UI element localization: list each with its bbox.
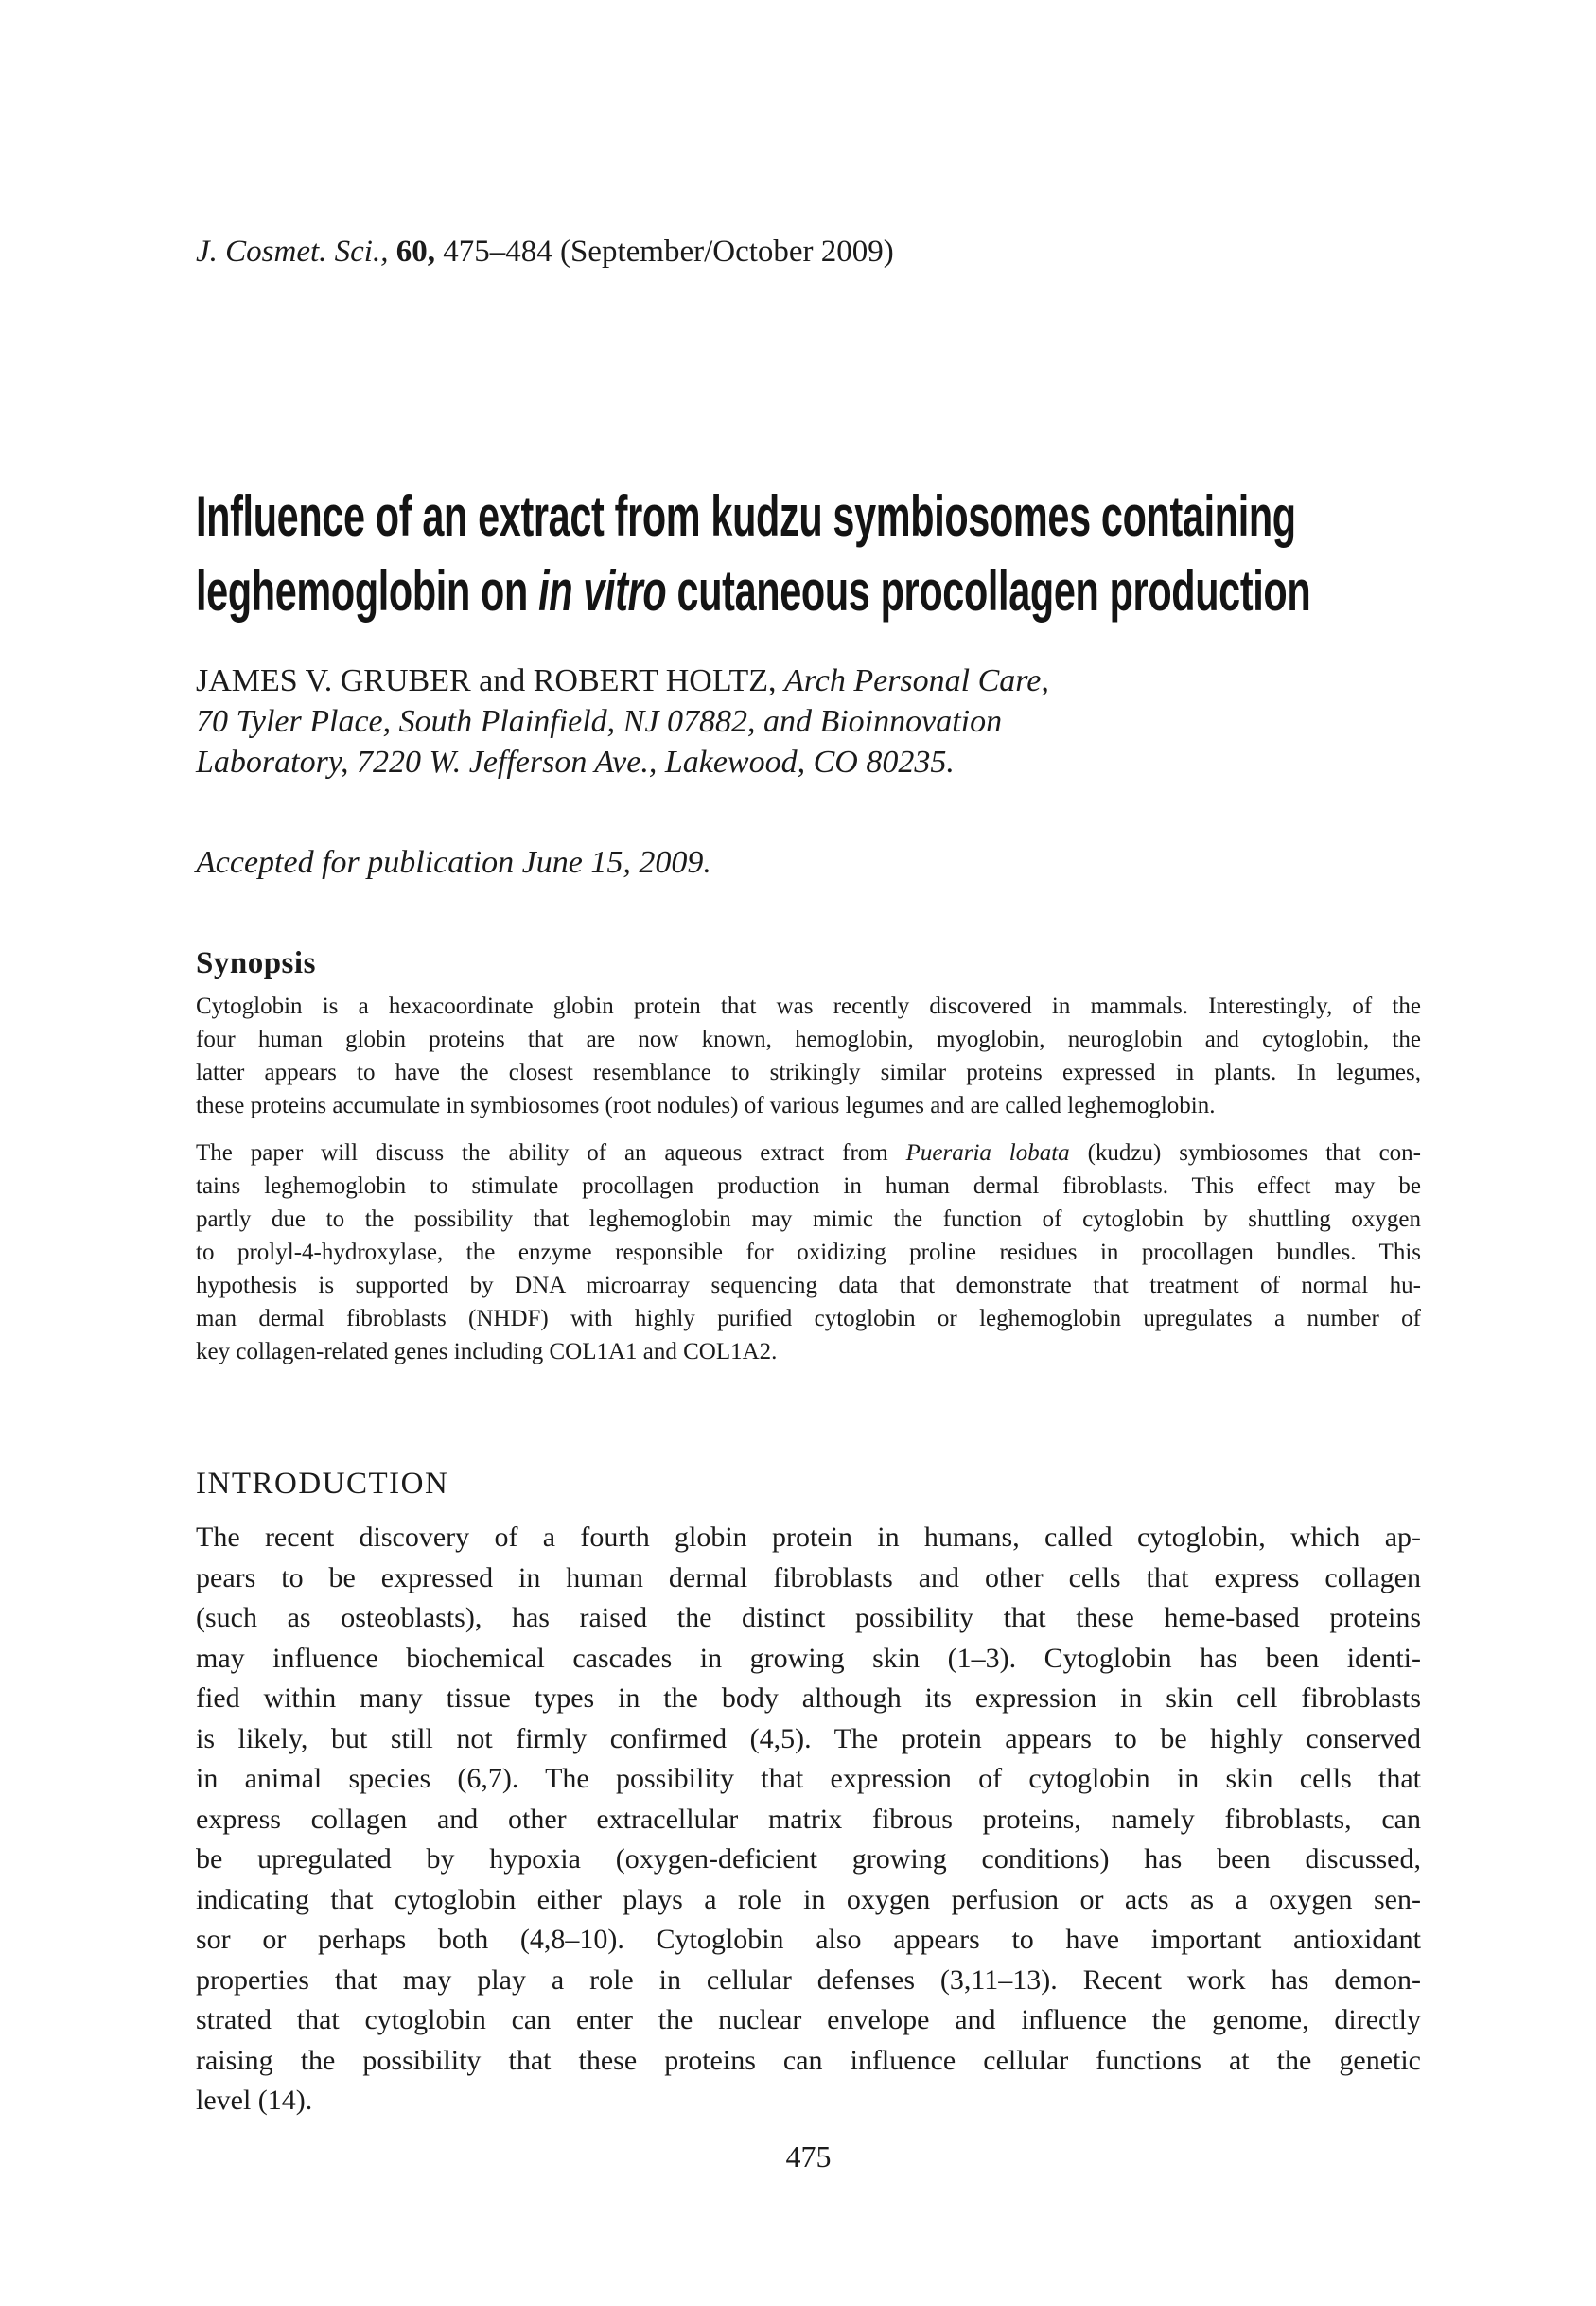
journal-citation: [196, 235, 894, 270]
text-line: man dermal fibroblasts (NHDF) with highly purified cytoglobin or leghemoglobin upregulates a number of: [196, 1306, 1421, 1331]
introduction-heading: INTRODUCTION: [196, 1467, 449, 1501]
text-segment: Pueraria lobata: [905, 1140, 1070, 1166]
text-segment: Arch Personal Care,: [784, 663, 1049, 698]
text-line: strated that cytoglobin can enter the nuclear envelope and influence the genome, directly: [196, 2004, 1421, 2035]
text-line: to prolyl-4-hydroxylase, the enzyme responsible for oxidizing proline residues in procollagen bundles. This: [196, 1240, 1421, 1265]
text-line: fied within many tissue types in the body although its expression in skin cell fibroblasts: [196, 1682, 1421, 1714]
page-number: 475: [785, 2139, 832, 2174]
text-line: sor or perhaps both (4,8–10). Cytoglobin also appears to have important antioxidant: [196, 1924, 1421, 1955]
text-line: indicating that cytoglobin either plays a role in oxygen perfusion or acts as a oxygen sen-: [196, 1883, 1421, 1915]
text-line: four human globin proteins that are now known, hemoglobin, myoglobin, neuroglobin and cytoglobin, the: [196, 1027, 1421, 1052]
authors-affiliation: [196, 660, 1049, 783]
text-line: [196, 660, 1049, 701]
text-line: (such as osteoblasts), has raised the distinct possibility that these heme-based proteins: [196, 1602, 1421, 1633]
introduction-paragraph: [196, 1518, 1421, 2121]
text-line: be upregulated by hypoxia (oxygen-deficient growing conditions) has been discussed,: [196, 1843, 1421, 1875]
text-segment: cutaneous procollagen production: [666, 559, 1311, 623]
text-line: key collagen-related genes including COL1A1 and COL1A2.: [196, 1339, 778, 1364]
article-title-line-1: [196, 479, 1310, 554]
text-line: express collagen and other extracellular matrix fibrous proteins, namely fibroblasts, can: [196, 1803, 1421, 1835]
text-line: level (14).: [196, 2085, 313, 2116]
text-segment: 60,: [395, 235, 444, 269]
text-segment: (kudzu) symbiosomes that con-: [1069, 1140, 1422, 1166]
text-line: partly due to the possibility that leghemoglobin may mimic the function of cytoglobin by shuttling oxygen: [196, 1206, 1421, 1232]
text-line: tains leghemoglobin to stimulate procollagen production in human dermal fibroblasts. This effect may be: [196, 1173, 1421, 1199]
text-segment: in vitro: [538, 559, 667, 623]
text-line: [196, 1136, 1421, 1170]
synopsis-paragraph-1: [196, 990, 1421, 1122]
article-title: [196, 479, 1596, 628]
text-segment: Laboratory, 7220 W. Jefferson Ave., Lakewood, CO 80235.: [196, 745, 955, 780]
accepted-for-publication-note: Accepted for publication June 15, 2009.: [196, 845, 711, 880]
text-line: hypothesis is supported by DNA microarray sequencing data that demonstrate that treatment of normal hu-: [196, 1273, 1421, 1298]
text-line: these proteins accumulate in symbiosomes (root nodules) of various legumes and are called leghemoglobin.: [196, 1093, 1216, 1118]
synopsis-paragraph-2: [196, 1136, 1421, 1368]
text-segment: JAMES V. GRUBER and ROBERT HOLTZ,: [196, 663, 785, 698]
text-line: Cytoglobin is a hexacoordinate globin protein that was recently discovered in mammals. Interestingly, of the: [196, 994, 1421, 1019]
synopsis-heading: Synopsis: [196, 946, 316, 980]
text-line: is likely, but still not firmly confirmed (4,5). The protein appears to be highly conserved: [196, 1722, 1421, 1754]
text-line: properties that may play a role in cellular defenses (3,11–13). Recent work has demon-: [196, 1963, 1421, 1996]
text-line: in animal species (6,7). The possibility that expression of cytoglobin in skin cells that: [196, 1763, 1421, 1794]
text-line: may influence biochemical cascades in growing skin (1–3). Cytoglobin has been identi-: [196, 1642, 1421, 1674]
article-title-line-2: [196, 554, 1310, 628]
text-line: [196, 701, 1049, 742]
text-segment: The paper will discuss the ability of an aqueous extract from: [196, 1140, 906, 1166]
text-line: latter appears to have the closest resemblance to strikingly similar proteins expressed in plants. In legumes,: [196, 1060, 1421, 1085]
text-line: raising the possibility that these proteins can influence cellular functions at the genetic: [196, 2044, 1421, 2076]
text-line: pears to be expressed in human dermal fibroblasts and other cells that express collagen: [196, 1561, 1421, 1593]
text-line: [196, 742, 1049, 783]
text-segment: leghemoglobin on: [196, 559, 539, 623]
text-line: The recent discovery of a fourth globin protein in humans, called cytoglobin, which ap-: [196, 1522, 1421, 1553]
text-segment: Influence of an extract from kudzu symbiosomes containing: [196, 484, 1296, 548]
text-segment: J. Cosmet. Sci.,: [196, 235, 396, 269]
text-segment: 70 Tyler Place, South Plainfield, NJ 07882, and Bioinnovation: [196, 704, 1003, 739]
text-segment: 475–484 (September/October 2009): [443, 235, 894, 269]
